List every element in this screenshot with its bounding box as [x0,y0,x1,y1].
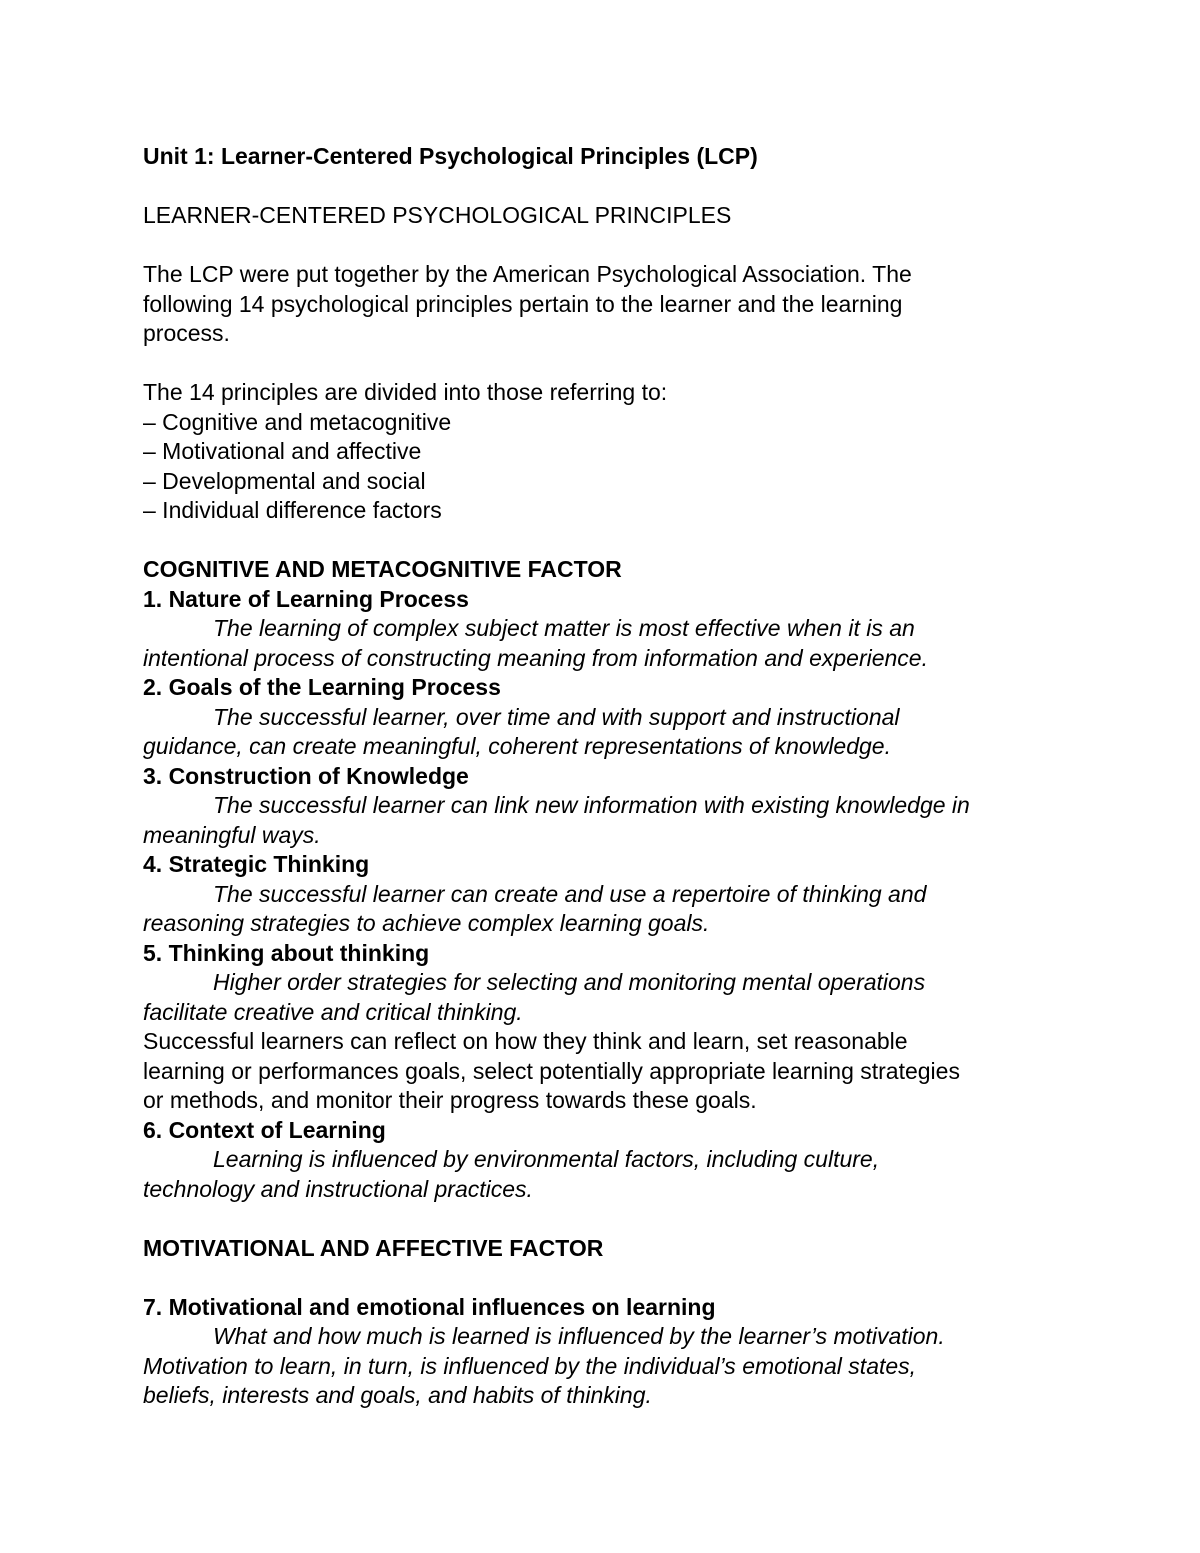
category-item: – Developmental and social [143,467,426,494]
principle-text: meaningful ways. [143,821,321,848]
principle-2 [143,673,1083,762]
principle-title: 2. Goals of the Learning Process [143,674,501,700]
principle-text: What and how much is learned is influenced by the learner’s motivation. [213,1323,945,1349]
intro-paragraph [143,260,1083,349]
principle-title: 3. Construction of Knowledge [143,762,469,789]
intro-line: process. [143,320,230,346]
category-item: – Motivational and affective [143,438,422,464]
section-heading: LEARNER-CENTERED PSYCHOLOGICAL PRINCIPLES [143,202,732,228]
principle-text: beliefs, interests and goals, and habits of thinking. [143,1382,652,1408]
spacer [143,1263,1083,1293]
principle-text: technology and instructional practices. [143,1175,533,1202]
spacer [143,1204,1083,1234]
principle-1 [143,585,1083,674]
principle-title: 5. Thinking about thinking [143,939,430,966]
unit-title: Unit 1: Learner-Centered Psychological Principles (LCP) [143,143,758,169]
principle-text: facilitate creative and critical thinking. [143,998,523,1025]
spacer [143,349,1083,379]
intro-line: following 14 psychological principles pertain to the learner and the learning [143,290,903,317]
intro-line: The LCP were put together by the American Psychological Association. The [143,261,912,287]
principle-text: The learning of complex subject matter is most effective when it is an [213,615,915,641]
category-item: – Individual difference factors [143,497,442,523]
principle-note: learning or performances goals, select potentially appropriate learning strategies [143,1057,960,1084]
principle-7 [143,1293,1083,1411]
principle-note: Successful learners can reflect on how they think and learn, set reasonable [143,1028,908,1054]
principle-text: guidance, can create meaningful, coherent representations of knowledge. [143,733,891,759]
principle-text: The successful learner can create and use a repertoire of thinking and [213,880,927,907]
cognitive-heading: COGNITIVE AND METACOGNITIVE FACTOR [143,556,622,582]
principle-text: intentional process of constructing meaning from information and experience. [143,644,928,671]
spacer [143,526,1083,556]
document-page [143,142,1083,1411]
division-intro: The 14 principles are divided into those referring to: [143,379,668,405]
category-item: – Cognitive and metacognitive [143,408,452,435]
principle-5 [143,939,1083,1116]
principle-title: 6. Context of Learning [143,1116,386,1143]
principle-text: Learning is influenced by environmental factors, including culture, [213,1146,880,1172]
spacer [143,172,1083,202]
principle-text: Higher order strategies for selecting and monitoring mental operations [213,969,926,995]
principle-note: or methods, and monitor their progress towards these goals. [143,1087,757,1113]
principle-6 [143,1116,1083,1205]
principle-text: The successful learner, over time and with support and instructional [213,703,900,730]
principle-title: 4. Strategic Thinking [143,851,370,877]
principle-title: 7. Motivational and emotional influences on learning [143,1293,716,1320]
motivational-heading: MOTIVATIONAL AND AFFECTIVE FACTOR [143,1234,604,1261]
principle-text: Motivation to learn, in turn, is influenced by the individual’s emotional states, [143,1352,917,1379]
principle-4 [143,850,1083,939]
principle-text: reasoning strategies to achieve complex learning goals. [143,910,710,936]
principle-3 [143,762,1083,851]
principle-text: The successful learner can link new information with existing knowledge in [213,792,970,818]
category-list [143,408,1083,526]
spacer [143,231,1083,261]
principle-title: 1. Nature of Learning Process [143,585,469,612]
